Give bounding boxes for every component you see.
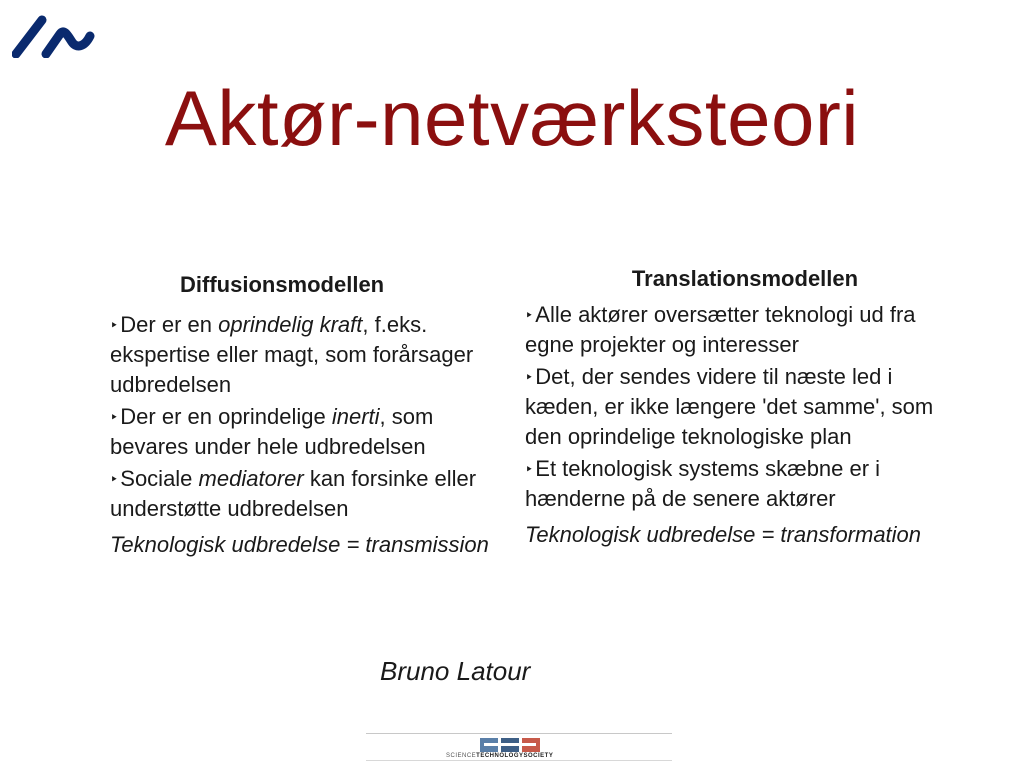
left-heading: Diffusionsmodellen [180,272,385,297]
footer-divider [366,733,672,734]
left-conclusion: Teknologisk udbredelse = transmission [110,532,489,557]
author-name: Bruno Latour [380,656,531,686]
university-logo-icon [12,14,96,58]
sts-footer-text: SCIENCETECHNOLOGYSOCIETY [446,753,554,759]
right-bullet-2: ‣Det, der sendes videre til næste led i kæden, er ikke længere 'det samme', som den oprindelige teknologiske plan [525,364,934,449]
left-column [110,270,490,560]
right-heading: Translationsmodellen [631,266,859,291]
left-bullet-3: ‣Sociale mediatorer kan forsinke eller understøtte udbredelsen [110,466,477,521]
bullet-triangle-icon: ‣ [525,369,534,385]
slide-title: Aktør-netværksteori [164,74,860,162]
right-column [525,264,965,550]
bullet-triangle-icon: ‣ [110,409,119,425]
right-conclusion: Teknologisk udbredelse = transformation [525,522,922,547]
bullet-triangle-icon: ‣ [110,471,119,487]
left-bullet-1: ‣Der er en oprindelig kraft, f.eks. ekspertise eller magt, som forårsager udbredelsen [110,312,474,397]
right-bullet-1: ‣Alle aktører oversætter teknologi ud fra egne projekter og interesser [525,302,916,357]
sts-logo-icon [478,736,542,754]
footer-divider-bottom [366,760,672,761]
bullet-triangle-icon: ‣ [525,307,534,323]
left-bullet-2: ‣Der er en oprindelige inerti, som bevares under hele udbredelsen [110,404,434,459]
right-bullet-3: ‣Et teknologisk systems skæbne er i hænderne på de senere aktører [525,456,881,511]
bullet-triangle-icon: ‣ [525,461,534,477]
bullet-triangle-icon: ‣ [110,317,119,333]
